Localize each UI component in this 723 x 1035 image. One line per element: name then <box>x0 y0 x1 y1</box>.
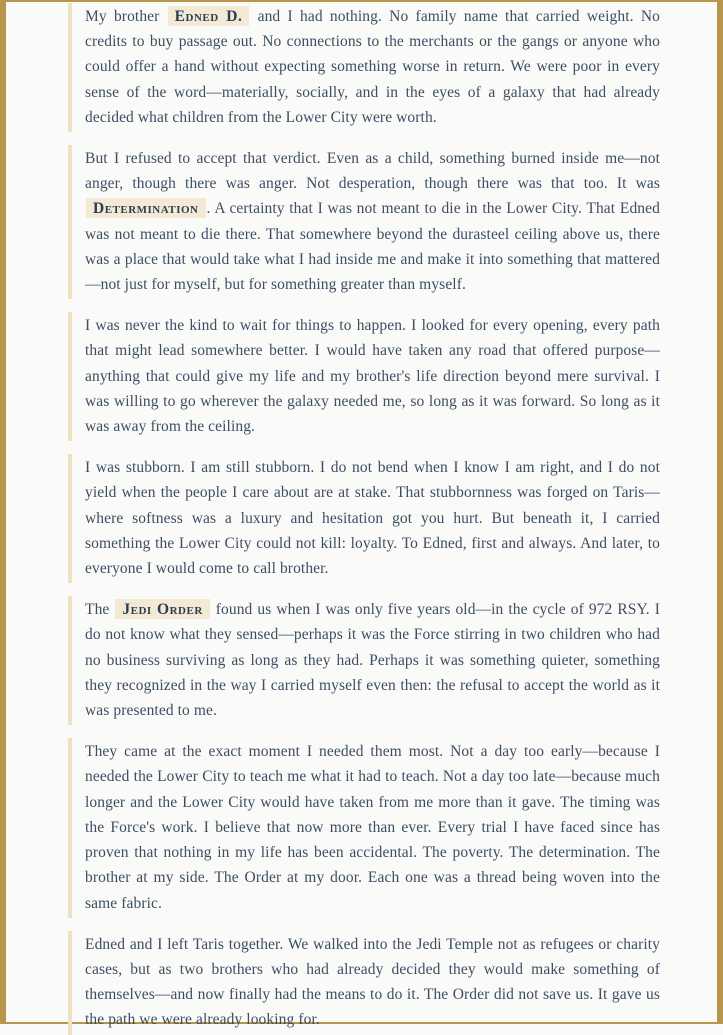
paragraph-text: Edned and I left Taris together. We walked into the Jedi Temple not as refugees or charity cases, but as two brothers who had already decided they would make something of themselves—and now finally had the means to do it. The Order did not save us. It gave us the path we were already looking for. <box>85 935 660 1029</box>
paragraph-text: found us when I was only five years old—in the cycle of 972 RSY. I do not know what they sensed—perhaps it was the Force stirring in two children who had no business surviving as long as they had. Perhaps it was something quieter, something they recognized in the way I carried myself even then: the refusal to accept the world as it was presented to me. <box>85 601 660 720</box>
paragraph-text: But I refused to accept that verdict. Even as a child, something burned inside me—not anger, though there was anger. Not desperation, though there was that too. It was <box>85 150 660 193</box>
paragraph-text: The <box>85 601 115 619</box>
paragraph-text: I was never the kind to wait for things to happen. I looked for every opening, every path that might lead somewhere better. I would have taken any road that offered purpose—anything that could give my life and my brother's life direction beyond mere survival. I was willing to go wherever the galaxy needed me, so long as it was forward. So long as it was away from the ceiling. <box>85 317 660 436</box>
paragraph <box>68 931 660 1035</box>
paragraph <box>68 596 660 725</box>
paragraph <box>68 3 660 132</box>
paragraph <box>68 738 660 917</box>
paragraph-text: They came at the exact moment I needed them most. Not a day too early—because I needed the Lower City to teach me what it had to teach. Not a day too late—because much longer and the Lower City would have taken from me more than it gave. The timing was the Force's work. I believe that now more than ever. Every trial I have faced since has proven that nothing in my life has been accidental. The poverty. The determination. The brother at my side. The Order at my door. Each one was a thread being woven into the same fabric. <box>85 743 660 912</box>
memoir-content <box>6 2 717 1035</box>
paragraph-text: My brother <box>85 8 167 25</box>
paragraph <box>68 454 660 583</box>
paragraph <box>68 145 660 299</box>
paragraph-text: and I had nothing. No family name that carried weight. No credits to buy passage out. No connections to the merchants or the gangs or anyone who could offer a hand without expecting something worse in return. We were poor in every sense of the word—materially, socially, and in the eyes of a galaxy that had already decided what children from the Lower City were worth. <box>85 8 660 126</box>
paragraph-text: I was stubborn. I am still stubborn. I do not bend when I know I am right, and I do not yield when the people I care about are at stake. That stubbornness was forged on Taris—where softness was a luxury and hesitation got you hurt. But beneath it, I carried something the Lower City could not kill: loyalty. To Edned, first and always. And later, to everyone I would come to call brother. <box>85 459 660 578</box>
paragraph <box>68 312 660 441</box>
entity-chip[interactable]: Determination <box>86 198 206 218</box>
paragraph-text: . A certainty that I was not meant to die in the Lower City. That Edned was not meant to die there. That somewhere beyond the durasteel ceiling above us, there was a place that would take what I had inside me and make it into something that mattered—not just for myself, but for something greater than myself. <box>85 200 660 294</box>
entity-chip[interactable]: Edned D. <box>168 6 250 26</box>
entity-chip[interactable]: Jedi Order <box>115 599 209 619</box>
